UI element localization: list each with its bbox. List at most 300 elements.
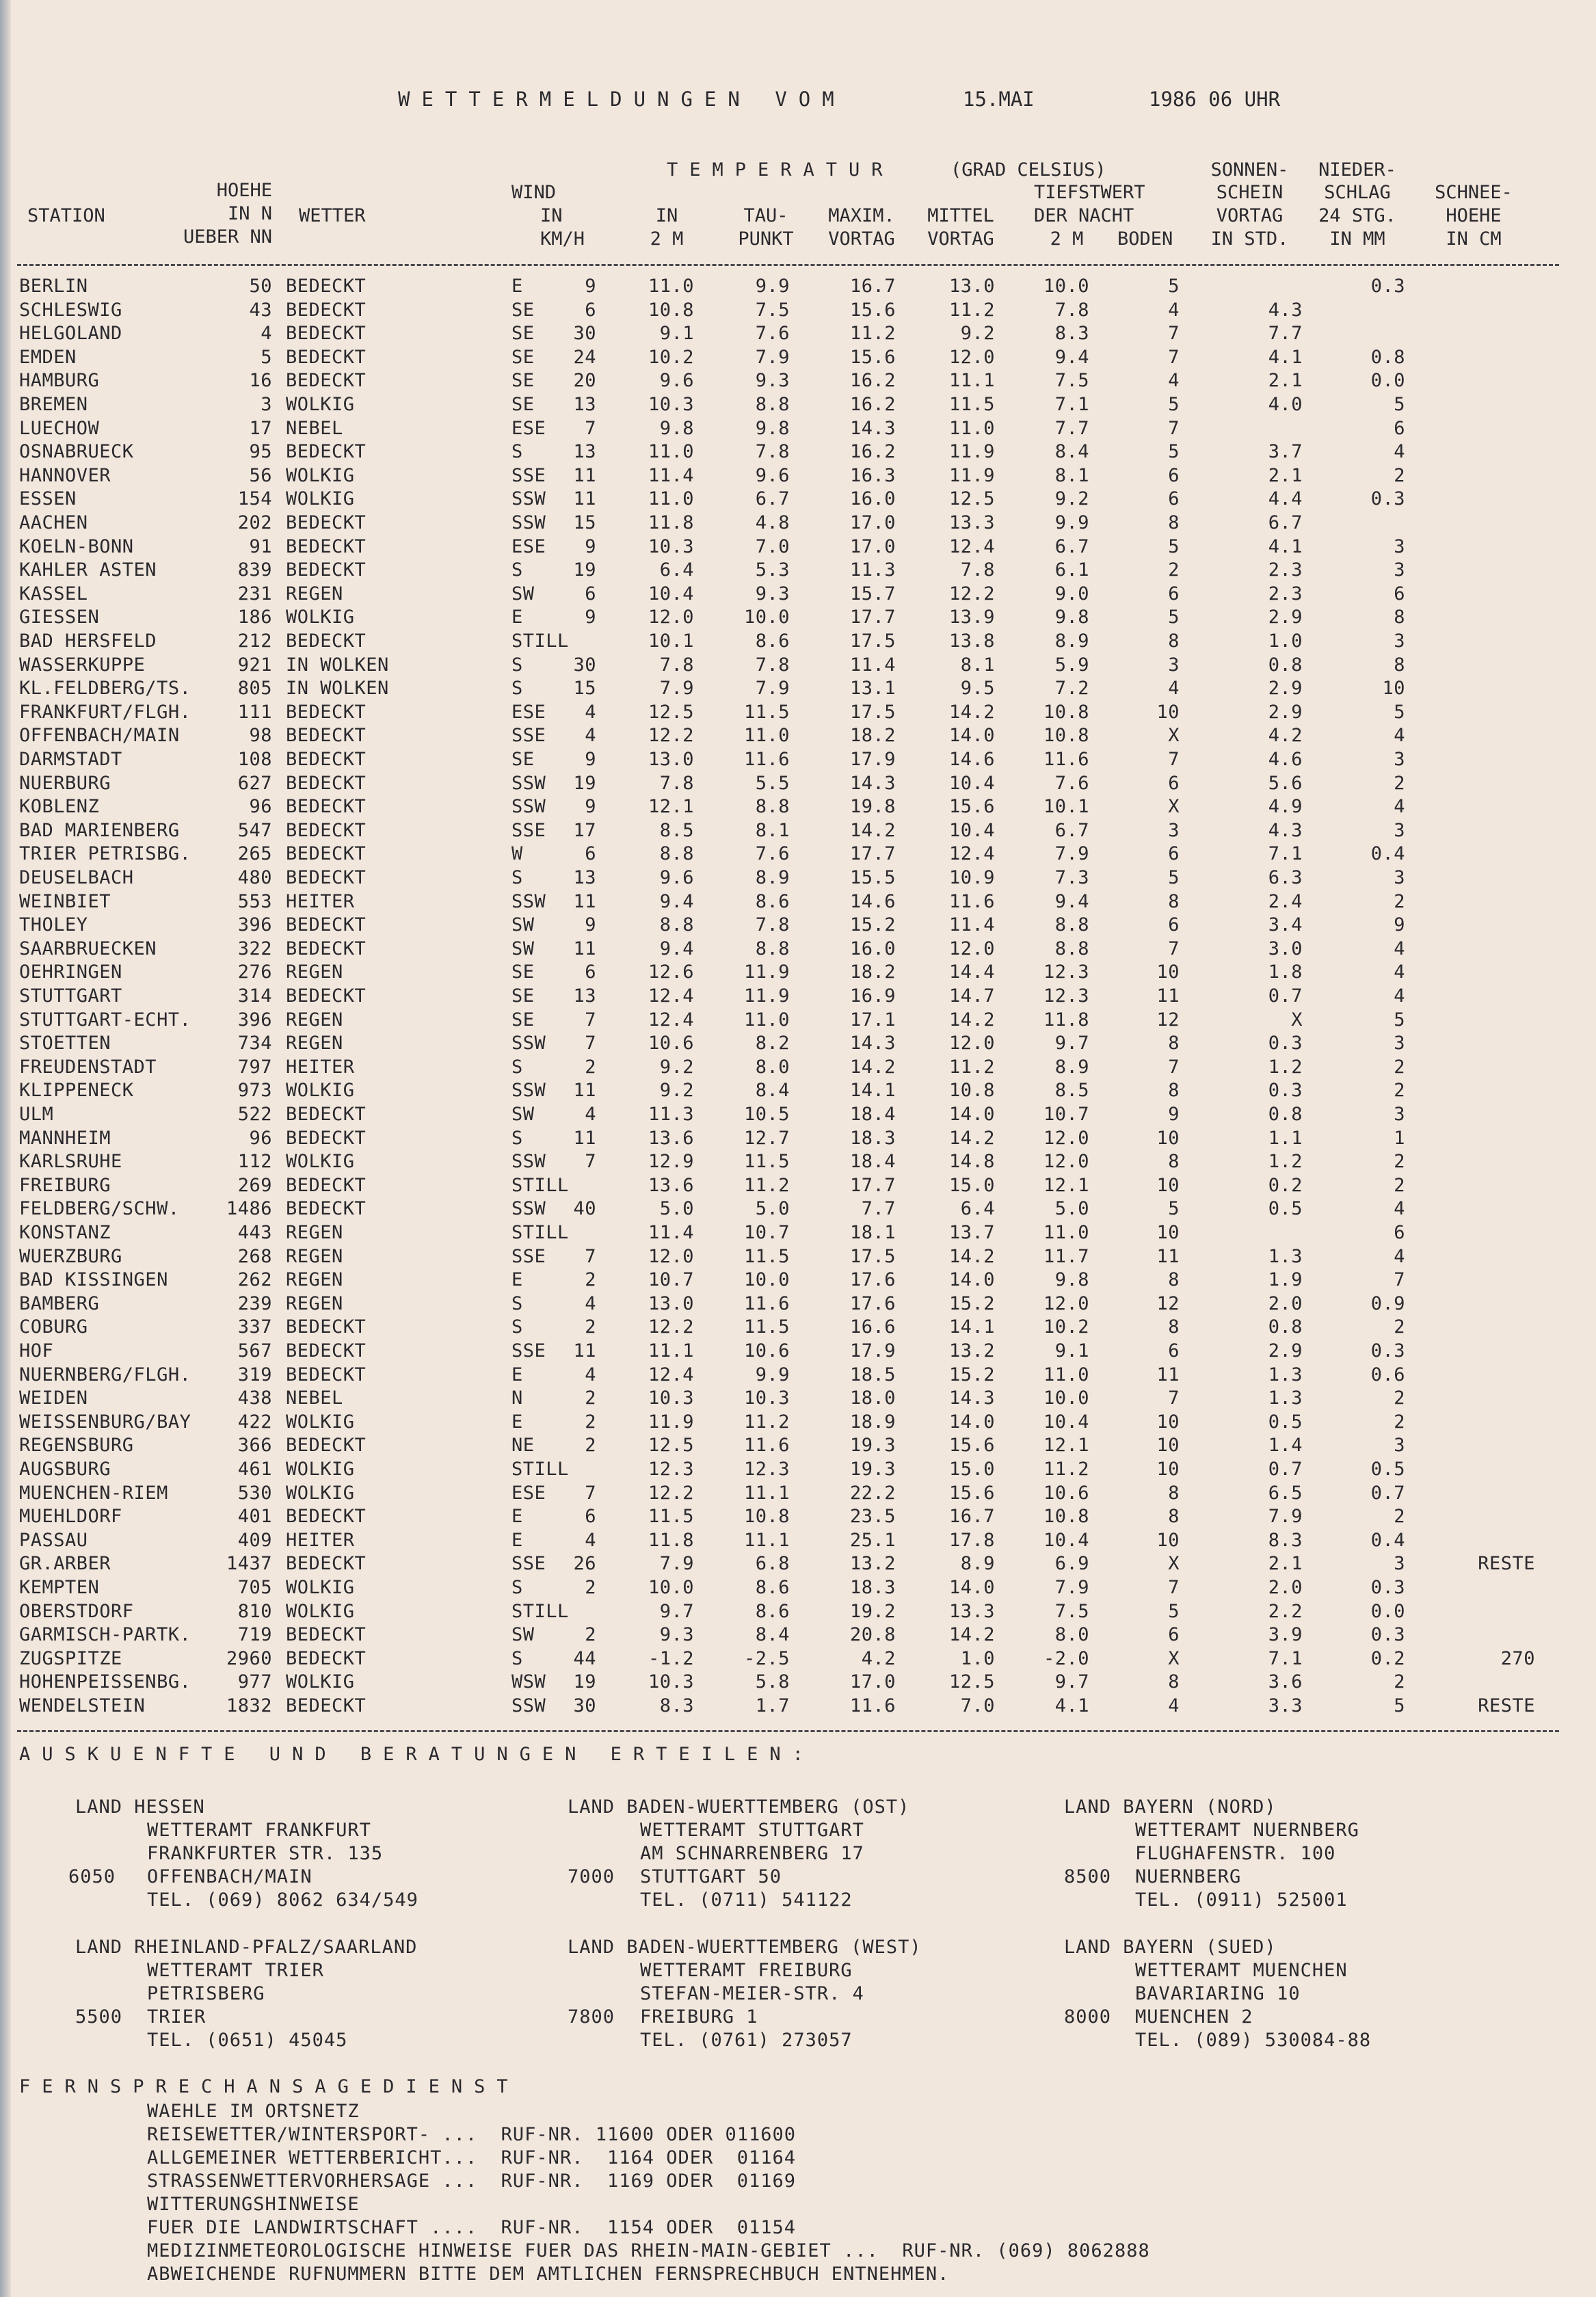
cell-temp-2m: 12.5 xyxy=(648,701,694,723)
cell-sonnenschein: 1.0 xyxy=(1268,630,1303,652)
cell-tief-2m: 12.3 xyxy=(1043,985,1089,1007)
cell-wind-speed: 11 xyxy=(573,1080,596,1102)
cell-taupunkt: 11.6 xyxy=(743,749,790,770)
cell-temp-2m: 11.4 xyxy=(648,1222,694,1243)
cell-tief-boden: 10 xyxy=(1156,1411,1180,1433)
cell-wind-dir: SSE xyxy=(511,819,546,841)
cell-temp-2m: 12.0 xyxy=(648,607,694,628)
header-temperatur-unit: (GRAD CELSIUS) xyxy=(950,159,1106,181)
cell-station: BAD HERSFELD xyxy=(19,630,157,652)
cell-sonnenschein: 0.8 xyxy=(1268,1316,1303,1338)
cell-station: NUERNBERG/FLGH. xyxy=(19,1364,191,1385)
cell-hoehe: 1486 xyxy=(226,1198,272,1220)
cell-niederschlag: 4 xyxy=(1394,796,1405,818)
cell-wind-speed: 17 xyxy=(573,819,596,841)
contact-plz: 8500 xyxy=(1064,1866,1112,1887)
table-row xyxy=(0,1648,1596,1671)
cell-taupunkt: 9.9 xyxy=(755,276,790,297)
cell-taupunkt: 7.9 xyxy=(755,346,790,368)
cell-station: AACHEN xyxy=(19,512,88,533)
cell-mittel: 10.8 xyxy=(948,1080,995,1102)
cell-mittel: 7.0 xyxy=(960,1695,995,1716)
contact-land: LAND BAYERN (NORD) xyxy=(1064,1796,1277,1818)
cell-maxim: 11.2 xyxy=(849,323,896,345)
cell-tief-boden: 4 xyxy=(1168,678,1180,700)
cell-niederschlag: 0.3 xyxy=(1370,1577,1405,1598)
cell-niederschlag: 6 xyxy=(1394,417,1405,439)
contact-office: WETTERAMT FREIBURG xyxy=(640,1960,853,1981)
table-row xyxy=(0,702,1596,725)
cell-station: DARMSTADT xyxy=(19,749,122,770)
cell-taupunkt: 9.3 xyxy=(755,370,790,392)
cell-wind-speed: 2 xyxy=(585,1056,596,1078)
cell-wind-speed: 30 xyxy=(573,323,596,345)
cell-mittel: 14.1 xyxy=(948,1316,995,1338)
table-row xyxy=(0,559,1596,583)
cell-taupunkt: 10.0 xyxy=(743,607,790,628)
cell-wind-dir: STILL xyxy=(511,630,569,652)
cell-temp-2m: 11.3 xyxy=(648,1104,694,1125)
cell-wind-speed: 4 xyxy=(585,1104,596,1125)
cell-tief-boden: 8 xyxy=(1168,1033,1180,1054)
cell-station: OFFENBACH/MAIN xyxy=(19,725,180,747)
cell-maxim: 17.5 xyxy=(849,701,896,723)
cell-mittel: 10.9 xyxy=(948,867,995,888)
cell-maxim: 17.5 xyxy=(849,630,896,652)
contact-land: LAND RHEINLAND-PFALZ/SAARLAND xyxy=(75,1937,418,1958)
cell-taupunkt: 10.0 xyxy=(743,1269,790,1291)
cell-sonnenschein: 4.3 xyxy=(1268,819,1303,841)
cell-wetter: REGEN xyxy=(286,1245,343,1267)
cell-wetter: REGEN xyxy=(286,1269,343,1291)
cell-maxim: 16.0 xyxy=(849,938,896,959)
table-row xyxy=(0,1577,1596,1600)
cell-mittel: 14.2 xyxy=(948,701,995,723)
contact-office: WETTERAMT MUENCHEN xyxy=(1135,1960,1348,1981)
cell-sonnenschein: 2.1 xyxy=(1268,1553,1303,1575)
cell-wind-speed: 7 xyxy=(585,1009,596,1031)
cell-hoehe: 319 xyxy=(237,1364,272,1385)
header-in2m-2: 2 M xyxy=(650,228,684,250)
cell-wetter: BEDECKT xyxy=(286,701,367,723)
cell-tief-2m: 12.1 xyxy=(1043,1174,1089,1196)
cell-hoehe: 921 xyxy=(237,654,272,676)
cell-sonnenschein: 8.3 xyxy=(1268,1529,1303,1551)
cell-wetter: BEDECKT xyxy=(286,938,367,959)
cell-hoehe: 805 xyxy=(237,678,272,700)
cell-temp-2m: 11.0 xyxy=(648,276,694,297)
cell-sonnenschein: 6.7 xyxy=(1268,512,1303,533)
cell-temp-2m: 11.0 xyxy=(648,488,694,510)
cell-maxim: 16.2 xyxy=(849,394,896,415)
header-wind-2: IN xyxy=(540,205,563,226)
cell-tief-2m: 10.0 xyxy=(1043,1388,1089,1409)
cell-sonnenschein: 7.1 xyxy=(1268,843,1303,865)
header-station: STATION xyxy=(27,205,105,226)
cell-wind-speed: 9 xyxy=(585,535,596,557)
cell-tief-boden: 8 xyxy=(1168,890,1180,912)
cell-niederschlag: 3 xyxy=(1394,1033,1405,1054)
cell-wetter: WOLKIG xyxy=(286,1577,355,1598)
cell-station: ULM xyxy=(19,1104,54,1125)
cell-wind-speed: 7 xyxy=(585,1151,596,1173)
cell-niederschlag: 2 xyxy=(1394,772,1405,794)
fernsprech-line: WITTERUNGSHINWEISE xyxy=(147,2194,360,2215)
cell-temp-2m: 9.3 xyxy=(659,1624,694,1646)
cell-wetter: BEDECKT xyxy=(286,1624,367,1646)
cell-maxim: 15.5 xyxy=(849,867,896,888)
cell-wetter: BEDECKT xyxy=(286,559,367,581)
cell-tief-boden: 12 xyxy=(1156,1292,1180,1314)
cell-station: FREIBURG xyxy=(19,1174,111,1196)
cell-station: KARLSRUHE xyxy=(19,1151,122,1173)
cell-niederschlag: 2 xyxy=(1394,464,1405,486)
cell-niederschlag: 3 xyxy=(1394,1553,1405,1575)
cell-wind-dir: E xyxy=(511,1269,523,1291)
cell-tief-2m: 6.9 xyxy=(1054,1553,1089,1575)
cell-mittel: 16.7 xyxy=(948,1506,995,1528)
cell-niederschlag: 2 xyxy=(1394,890,1405,912)
cell-wetter: BEDECKT xyxy=(286,867,367,888)
contact-phone: TEL. (0911) 525001 xyxy=(1135,1889,1348,1911)
cell-wind-dir: E xyxy=(511,607,523,628)
cell-wetter: BEDECKT xyxy=(286,985,367,1007)
table-row xyxy=(0,418,1596,441)
auskuenfte-heading: AUSKUENFTE UND BERATUNGEN ERTEILEN: xyxy=(19,1744,815,1765)
header-boden: BODEN xyxy=(1117,228,1173,250)
cell-tief-boden: 10 xyxy=(1156,1459,1180,1480)
contact-city: NUERNBERG xyxy=(1135,1866,1242,1887)
cell-hoehe: 186 xyxy=(237,607,272,628)
contact-phone: TEL. (0711) 541122 xyxy=(640,1889,853,1911)
cell-station: GIESSEN xyxy=(19,607,100,628)
cell-temp-2m: 5.0 xyxy=(659,1198,694,1220)
cell-wind-speed: 4 xyxy=(585,725,596,747)
cell-niederschlag: 0.0 xyxy=(1370,1600,1405,1622)
cell-sonnenschein: 2.9 xyxy=(1268,678,1303,700)
cell-maxim: 14.3 xyxy=(849,1033,896,1054)
cell-hoehe: 111 xyxy=(237,701,272,723)
cell-tief-boden: 8 xyxy=(1168,630,1180,652)
table-row xyxy=(0,985,1596,1009)
cell-wind-dir: SE xyxy=(511,1009,535,1031)
cell-niederschlag: 3 xyxy=(1394,1104,1405,1125)
cell-taupunkt: 11.1 xyxy=(743,1529,790,1551)
cell-wind-speed: 11 xyxy=(573,938,596,959)
cell-mittel: 14.6 xyxy=(948,749,995,770)
cell-niederschlag: 2 xyxy=(1394,1388,1405,1409)
cell-temp-2m: 10.7 xyxy=(648,1269,694,1291)
cell-hoehe: 265 xyxy=(237,843,272,865)
contact-plz: 5500 xyxy=(75,2006,123,2028)
cell-sonnenschein: 1.4 xyxy=(1268,1435,1303,1457)
cell-niederschlag: 4 xyxy=(1394,441,1405,463)
cell-tief-2m: 8.9 xyxy=(1054,1056,1089,1078)
cell-taupunkt: 9.3 xyxy=(755,583,790,605)
cell-temp-2m: 9.6 xyxy=(659,370,694,392)
cell-mittel: 6.4 xyxy=(960,1198,995,1220)
cell-wind-speed: 19 xyxy=(573,559,596,581)
cell-hoehe: 522 xyxy=(237,1104,272,1125)
cell-sonnenschein: 6.3 xyxy=(1268,867,1303,888)
cell-wetter: BEDECKT xyxy=(286,346,367,368)
cell-hoehe: 16 xyxy=(249,370,272,392)
cell-taupunkt: 11.6 xyxy=(743,1435,790,1457)
cell-maxim: 17.6 xyxy=(849,1292,896,1314)
table-row xyxy=(0,1033,1596,1056)
cell-hoehe: 231 xyxy=(237,583,272,605)
cell-mittel: 12.4 xyxy=(948,843,995,865)
cell-hoehe: 409 xyxy=(237,1529,272,1551)
cell-maxim: 14.6 xyxy=(849,890,896,912)
cell-taupunkt: 5.3 xyxy=(755,559,790,581)
cell-sonnenschein: 1.3 xyxy=(1268,1388,1303,1409)
cell-wind-speed: 2 xyxy=(585,1624,596,1646)
cell-niederschlag: 2 xyxy=(1394,1506,1405,1528)
header-hoehe-2: IN N xyxy=(227,203,272,224)
contact-office: WETTERAMT STUTTGART xyxy=(640,1820,864,1841)
contact-city: MUENCHEN 2 xyxy=(1135,2006,1253,2028)
cell-maxim: 16.3 xyxy=(849,464,896,486)
contact-street: BAVARIARING 10 xyxy=(1135,1983,1301,2004)
cell-niederschlag: 0.4 xyxy=(1370,1529,1405,1551)
table-row xyxy=(0,1483,1596,1506)
cell-hoehe: 4 xyxy=(261,323,272,345)
cell-wind-dir: S xyxy=(511,1577,523,1598)
table-row xyxy=(0,1388,1596,1411)
cell-wetter: WOLKIG xyxy=(286,1151,355,1173)
cell-mittel: 13.9 xyxy=(948,607,995,628)
cell-wetter: BEDECKT xyxy=(286,1104,367,1125)
cell-niederschlag: 5 xyxy=(1394,1009,1405,1031)
cell-taupunkt: 8.2 xyxy=(755,1033,790,1054)
cell-mittel: 14.0 xyxy=(948,725,995,747)
cell-taupunkt: 8.4 xyxy=(755,1624,790,1646)
cell-niederschlag: 3 xyxy=(1394,819,1405,841)
cell-wind-dir: SW xyxy=(511,583,535,605)
contact-land: LAND BAYERN (SUED) xyxy=(1064,1937,1277,1958)
cell-hoehe: 438 xyxy=(237,1388,272,1409)
cell-hoehe: 56 xyxy=(249,464,272,486)
cell-wind-speed: 2 xyxy=(585,1388,596,1409)
cell-niederschlag: 6 xyxy=(1394,583,1405,605)
cell-hoehe: 108 xyxy=(237,749,272,770)
fernsprech-line: STRASSENWETTERVORHERSAGE ... RUF-NR. 1169 ODER 01169 xyxy=(147,2170,797,2192)
cell-hoehe: 547 xyxy=(237,819,272,841)
cell-tief-boden: 7 xyxy=(1168,1577,1180,1598)
cell-wetter: BEDECKT xyxy=(286,1316,367,1338)
cell-station: AUGSBURG xyxy=(19,1459,111,1480)
cell-sonnenschein: 1.2 xyxy=(1268,1056,1303,1078)
cell-mittel: 11.9 xyxy=(948,464,995,486)
cell-wind-speed: 4 xyxy=(585,1364,596,1385)
cell-mittel: 11.0 xyxy=(948,417,995,439)
cell-tief-boden: 6 xyxy=(1168,843,1180,865)
cell-taupunkt: 8.4 xyxy=(755,1080,790,1102)
contact-phone: TEL. (089) 530084-88 xyxy=(1135,2030,1372,2051)
cell-temp-2m: 12.9 xyxy=(648,1151,694,1173)
cell-tief-boden: 10 xyxy=(1156,701,1180,723)
cell-maxim: 22.2 xyxy=(849,1482,896,1504)
fernsprech-line: REISEWETTER/WINTERSPORT- ... RUF-NR. 11600 ODER 011600 xyxy=(147,2124,797,2145)
cell-mittel: 11.6 xyxy=(948,890,995,912)
cell-wetter: BEDECKT xyxy=(286,1647,367,1669)
cell-station: KEMPTEN xyxy=(19,1577,100,1598)
cell-temp-2m: 9.6 xyxy=(659,867,694,888)
cell-wind-dir: S xyxy=(511,559,523,581)
cell-wetter: BEDECKT xyxy=(286,1198,367,1220)
cell-temp-2m: 10.3 xyxy=(648,394,694,415)
cell-station: DEUSELBACH xyxy=(19,867,134,888)
cell-station: WASSERKUPPE xyxy=(19,654,146,676)
cell-wind-dir: SW xyxy=(511,1624,535,1646)
table-row xyxy=(0,1128,1596,1151)
cell-taupunkt: 11.1 xyxy=(743,1482,790,1504)
cell-mittel: 12.0 xyxy=(948,346,995,368)
cell-mittel: 14.0 xyxy=(948,1269,995,1291)
cell-sonnenschein: 2.9 xyxy=(1268,1340,1303,1362)
cell-mittel: 8.1 xyxy=(960,654,995,676)
cell-sonnenschein: 1.2 xyxy=(1268,1151,1303,1173)
cell-tief-2m: 10.8 xyxy=(1043,1506,1089,1528)
table-row xyxy=(0,512,1596,535)
cell-tief-boden: 6 xyxy=(1168,914,1180,936)
cell-sonnenschein: 3.9 xyxy=(1268,1624,1303,1646)
cell-wind-speed: 7 xyxy=(585,417,596,439)
table-row xyxy=(0,1459,1596,1482)
cell-maxim: 14.1 xyxy=(849,1080,896,1102)
header-mittel-2: VORTAG xyxy=(927,228,994,250)
cell-hoehe: 96 xyxy=(249,796,272,818)
cell-temp-2m: 10.3 xyxy=(648,1388,694,1409)
cell-hoehe: 276 xyxy=(237,961,272,983)
cell-sonnenschein: 7.7 xyxy=(1268,323,1303,345)
cell-wind-dir: SE xyxy=(511,985,535,1007)
cell-tief-boden: 3 xyxy=(1168,654,1180,676)
contact-plz: 7000 xyxy=(568,1866,615,1887)
header-hoehe-1: HOEHE xyxy=(216,180,272,201)
cell-station: MANNHEIM xyxy=(19,1127,111,1149)
cell-tief-2m: 12.0 xyxy=(1043,1292,1089,1314)
cell-hoehe: 154 xyxy=(237,488,272,510)
cell-hoehe: 96 xyxy=(249,1127,272,1149)
cell-tief-boden: 5 xyxy=(1168,1600,1180,1622)
cell-tief-boden: 10 xyxy=(1156,1222,1180,1243)
cell-wetter: HEITER xyxy=(286,1056,355,1078)
contact-city: OFFENBACH/MAIN xyxy=(147,1866,312,1887)
cell-temp-2m: 12.4 xyxy=(648,985,694,1007)
cell-tief-2m: 11.2 xyxy=(1043,1459,1089,1480)
cell-wetter: BEDECKT xyxy=(286,772,367,794)
cell-maxim: 17.7 xyxy=(849,607,896,628)
cell-wind-speed: 15 xyxy=(573,512,596,533)
contact-plz: 7800 xyxy=(568,2006,615,2028)
cell-wetter: WOLKIG xyxy=(286,1482,355,1504)
cell-maxim: 14.3 xyxy=(849,417,896,439)
contact-phone: TEL. (069) 8062 634/549 xyxy=(147,1889,418,1911)
cell-tief-2m: 7.6 xyxy=(1054,772,1089,794)
cell-maxim: 18.3 xyxy=(849,1577,896,1598)
cell-maxim: 14.2 xyxy=(849,1056,896,1078)
table-row xyxy=(0,1553,1596,1576)
cell-maxim: 17.5 xyxy=(849,1245,896,1267)
cell-wind-dir: SW xyxy=(511,938,535,959)
cell-tief-2m: 11.7 xyxy=(1043,1245,1089,1267)
cell-temp-2m: 8.3 xyxy=(659,1695,694,1716)
cell-station: GR.ARBER xyxy=(19,1553,111,1575)
cell-wind-speed: 20 xyxy=(573,370,596,392)
cell-hoehe: 443 xyxy=(237,1222,272,1243)
cell-maxim: 18.4 xyxy=(849,1104,896,1125)
cell-wetter: BEDECKT xyxy=(286,1553,367,1575)
cell-mittel: 11.1 xyxy=(948,370,995,392)
cell-wind-dir: SSE xyxy=(511,1553,546,1575)
cell-wetter: BEDECKT xyxy=(286,535,367,557)
cell-tief-2m: 7.7 xyxy=(1054,417,1089,439)
cell-sonnenschein: 1.1 xyxy=(1268,1127,1303,1149)
cell-niederschlag: 3 xyxy=(1394,535,1405,557)
cell-sonnenschein: 2.4 xyxy=(1268,890,1303,912)
table-row xyxy=(0,1293,1596,1316)
cell-sonnenschein: 3.6 xyxy=(1268,1671,1303,1693)
cell-taupunkt: 5.5 xyxy=(755,772,790,794)
cell-maxim: 18.1 xyxy=(849,1222,896,1243)
cell-wind-dir: SSW xyxy=(511,1033,546,1054)
cell-taupunkt: 7.6 xyxy=(755,843,790,865)
cell-tief-boden: 5 xyxy=(1168,394,1180,415)
cell-wind-speed: 2 xyxy=(585,1316,596,1338)
cell-wetter: BEDECKT xyxy=(286,441,367,463)
cell-station: WEINBIET xyxy=(19,890,111,912)
cell-station: WENDELSTEIN xyxy=(19,1695,146,1716)
cell-station: KASSEL xyxy=(19,583,88,605)
cell-maxim: 17.0 xyxy=(849,512,896,533)
cell-station: COBURG xyxy=(19,1316,88,1338)
header-schnee-3: IN CM xyxy=(1446,228,1502,250)
cell-station: KL.FELDBERG/TS. xyxy=(19,678,191,700)
cell-mittel: 14.2 xyxy=(948,1009,995,1031)
cell-maxim: 20.8 xyxy=(849,1624,896,1646)
table-end-divider xyxy=(17,1730,1559,1732)
cell-tief-2m: 9.8 xyxy=(1054,1269,1089,1291)
cell-temp-2m: 11.1 xyxy=(648,1340,694,1362)
cell-tief-boden: 4 xyxy=(1168,370,1180,392)
cell-hoehe: 3 xyxy=(261,394,272,415)
cell-maxim: 15.6 xyxy=(849,299,896,321)
contact-street: AM SCHNARRENBERG 17 xyxy=(640,1843,864,1864)
cell-tief-2m: 11.8 xyxy=(1043,1009,1089,1031)
cell-wind-dir: S xyxy=(511,678,523,700)
cell-sonnenschein: 1.8 xyxy=(1268,961,1303,983)
cell-temp-2m: 11.0 xyxy=(648,441,694,463)
cell-niederschlag: 0.7 xyxy=(1370,1482,1405,1504)
header-tiefstwert-2: DER NACHT xyxy=(1034,205,1134,226)
cell-tief-2m: 11.0 xyxy=(1043,1364,1089,1385)
header-taupunkt-2: PUNKT xyxy=(738,228,794,250)
table-row xyxy=(0,1695,1596,1718)
cell-niederschlag: 10 xyxy=(1382,678,1405,700)
cell-tief-2m: 6.7 xyxy=(1054,819,1089,841)
table-row xyxy=(0,1151,1596,1174)
cell-tief-2m: 10.2 xyxy=(1043,1316,1089,1338)
cell-hoehe: 212 xyxy=(237,630,272,652)
cell-tief-boden: 7 xyxy=(1168,938,1180,959)
cell-tief-2m: 7.9 xyxy=(1054,843,1089,865)
cell-temp-2m: 7.9 xyxy=(659,678,694,700)
cell-maxim: 11.3 xyxy=(849,559,896,581)
cell-sonnenschein: 4.0 xyxy=(1268,394,1303,415)
cell-temp-2m: 10.1 xyxy=(648,630,694,652)
